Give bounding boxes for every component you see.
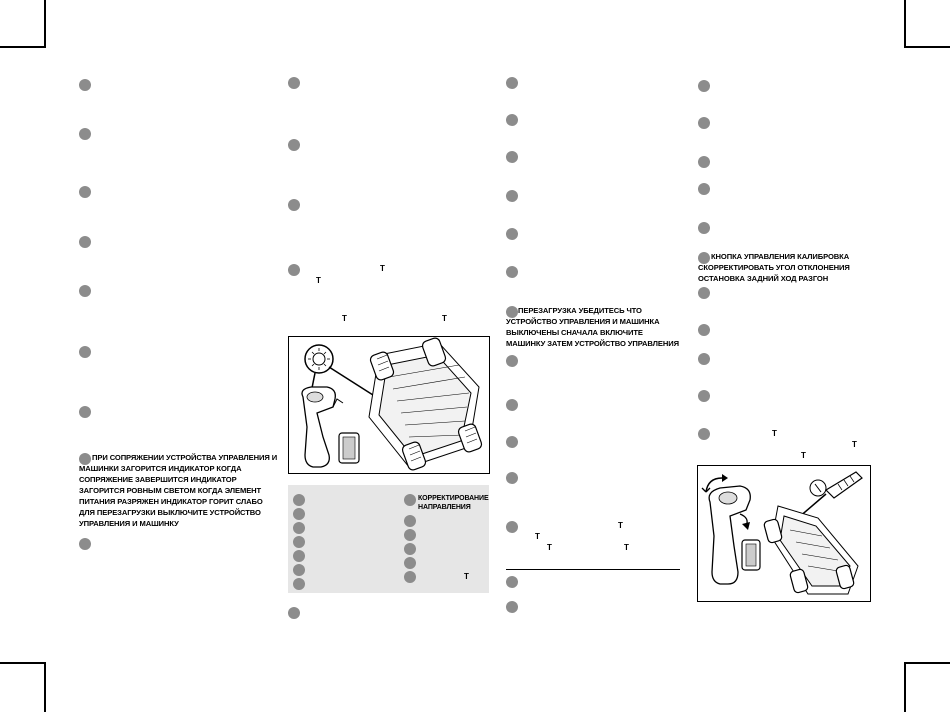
legend-dot: [404, 515, 416, 527]
bullet-dot: [698, 353, 710, 365]
bullet-dot: [506, 77, 518, 89]
t-mark: T: [624, 543, 629, 552]
bullet-dot: [698, 390, 710, 402]
calibration-illustration: [698, 466, 870, 601]
legend-dot: [404, 557, 416, 569]
t-mark: T: [535, 532, 540, 541]
legend-dot: [293, 550, 305, 562]
bullet-dot: [698, 80, 710, 92]
bullet-dot: [79, 346, 91, 358]
legend-dot: [293, 578, 305, 590]
bullet-dot: [288, 199, 300, 211]
bullet-dot: [698, 287, 710, 299]
note-line: ПЕРЕЗАГРУЗКА УБЕДИТЕСЬ ЧТО: [518, 306, 642, 315]
bullet-dot: [79, 79, 91, 91]
note-line: СКОРРЕКТИРОВАТЬ УГОЛ ОТКЛОНЕНИЯ: [698, 263, 850, 272]
legend-dot: [404, 571, 416, 583]
note-line: СОПРЯЖЕНИЕ ЗАВЕРШИТСЯ ИНДИКАТОР: [79, 475, 237, 484]
bullet-dot: [506, 151, 518, 163]
remote-chassis-figure: [288, 336, 490, 474]
legend-dot: [293, 494, 305, 506]
t-mark: T: [801, 451, 806, 460]
bullet-dot: [506, 399, 518, 411]
bullet-dot: [79, 186, 91, 198]
bullet-dot: [506, 576, 518, 588]
note-line: ВЫКЛЮЧЕНЫ СНАЧАЛА ВКЛЮЧИТЕ: [506, 328, 643, 337]
bullet-dot: [506, 355, 518, 367]
bullet-dot: [506, 228, 518, 240]
direction-correction-heading: НАПРАВЛЕНИЯ: [418, 504, 471, 511]
legend-dot: [293, 536, 305, 548]
legend-dot: [293, 564, 305, 576]
bullet-dot: [698, 117, 710, 129]
bullet-dot: [79, 538, 91, 550]
section-divider: [506, 569, 680, 570]
bullet-dot: [288, 607, 300, 619]
t-mark: T: [852, 440, 857, 449]
legend-dot: [293, 508, 305, 520]
bullet-dot: [288, 77, 300, 89]
t-mark: T: [380, 264, 385, 273]
t-mark: T: [547, 543, 552, 552]
bullet-dot: [698, 324, 710, 336]
legend-dot: [404, 494, 416, 506]
t-mark: T: [772, 429, 777, 438]
bullet-dot: [506, 521, 518, 533]
remote-chassis-illustration: [289, 337, 489, 473]
note-line: КНОПКА УПРАВЛЕНИЯ КАЛИБРОВКА: [711, 252, 850, 261]
bullet-dot: [79, 285, 91, 297]
button-legend-panel: [288, 485, 489, 593]
bullet-dot: [79, 236, 91, 248]
bullet-dot: [506, 114, 518, 126]
note-line: МАШИНКУ ЗАТЕМ УСТРОЙСТВО УПРАВЛЕНИЯ: [506, 339, 679, 348]
note-line: МАШИНКИ ЗАГОРИТСЯ ИНДИКАТОР КОГДА: [79, 464, 242, 473]
note-line: УПРАВЛЕНИЯ И МАШИНКУ: [79, 519, 179, 528]
bullet-dot: [698, 156, 710, 168]
t-mark: T: [618, 521, 623, 530]
bullet-dot: [698, 428, 710, 440]
bullet-dot: [506, 190, 518, 202]
note-line: ПРИ СОПРЯЖЕНИИ УСТРОЙСТВА УПРАВЛЕНИЯ И: [92, 453, 278, 462]
legend-dot: [293, 522, 305, 534]
t-mark: T: [442, 314, 447, 323]
t-mark: T: [316, 276, 321, 285]
bullet-dot: [698, 222, 710, 234]
calibration-figure: [697, 465, 871, 602]
bullet-dot: [506, 601, 518, 613]
t-mark: T: [342, 314, 347, 323]
bullet-dot: [506, 472, 518, 484]
bullet-dot: [79, 406, 91, 418]
bullet-dot: [288, 264, 300, 276]
t-mark: T: [464, 572, 469, 581]
bullet-dot: [288, 139, 300, 151]
note-line: УСТРОЙСТВО УПРАВЛЕНИЯ И МАШИНКА: [506, 317, 660, 326]
legend-dot: [404, 529, 416, 541]
bullet-dot: [698, 183, 710, 195]
note-line: ЗАГОРИТСЯ РОВНЫМ СВЕТОМ КОГДА ЭЛЕМЕНТ: [79, 486, 262, 495]
bullet-dot: [506, 266, 518, 278]
legend-dot: [404, 543, 416, 555]
bullet-dot: [506, 436, 518, 448]
note-line: ДЛЯ ПЕРЕЗАГРУЗКИ ВЫКЛЮЧИТЕ УСТРОЙСТВО: [79, 508, 261, 517]
direction-correction-heading: КОРРЕКТИРОВАНИЕ: [418, 495, 489, 502]
note-line: ПИТАНИЯ РАЗРЯЖЕН ИНДИКАТОР ГОРИТ СЛАБО: [79, 497, 263, 506]
bullet-dot: [79, 128, 91, 140]
note-line: ОСТАНОВКА ЗАДНИЙ ХОД РАЗГОН: [698, 274, 829, 283]
